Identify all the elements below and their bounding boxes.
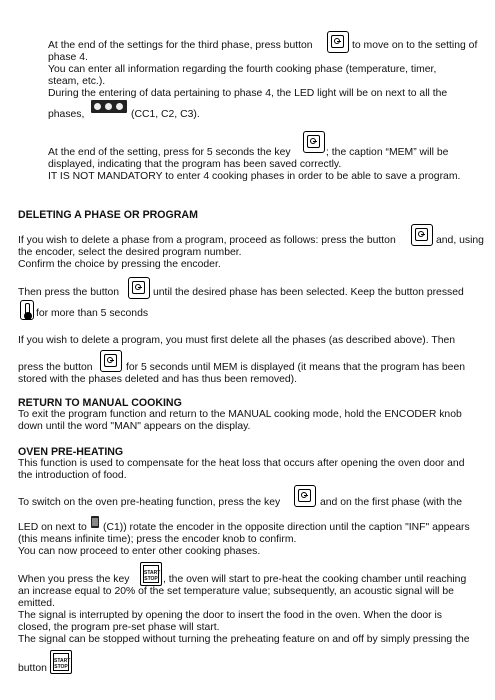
program-key-icon xyxy=(303,131,325,153)
preheat-line13: button xyxy=(18,663,47,674)
start-stop-icon: START STOP xyxy=(50,650,72,674)
preheat-line4b: (C1)) rotate the encoder in the opposite direction until the caption "INF" appears xyxy=(103,522,470,533)
preheat-line7a: When you press the key xyxy=(18,574,130,585)
thermometer-icon xyxy=(20,300,34,320)
preheat-line6: You can now proceed to enter other cooking phases. xyxy=(18,546,261,557)
program-key-icon xyxy=(411,224,433,246)
p1-line3: You can enter all information regarding the fourth cooking phase (temperature, timer, xyxy=(48,64,437,75)
delete-line4b: until the desired phase has been selected. Keep the button pressed xyxy=(153,287,464,298)
start-stop-icon: START STOP xyxy=(140,562,162,586)
p1-line1b: to move on to the setting of xyxy=(352,40,478,51)
preheat-line2: the introduction of food. xyxy=(18,470,127,481)
preheat-line9: emitted. xyxy=(18,598,55,609)
preheat-line12: The signal can be stopped without turning the preheating feature on and off by simply pressing the xyxy=(18,634,470,645)
delete-line7a: press the button xyxy=(18,362,93,373)
delete-line8: stored with the phases deleted and has thus been removed). xyxy=(18,374,297,385)
p2-line1b: ; the caption “MEM” will be xyxy=(326,147,449,158)
p1-line4: steam, etc.). xyxy=(48,76,106,87)
p2-line1a: At the end of the setting, press for 5 seconds the key xyxy=(48,147,291,158)
led-row-icon xyxy=(91,100,127,113)
preheat-line5: (this means infinite time); press the encoder knob to confirm. xyxy=(18,534,297,545)
p1-line6a: phases, xyxy=(48,109,85,120)
p1-line5: During the entering of data pertaining to phase 4, the LED light will be on next to all the xyxy=(48,88,448,99)
p2-line2: displayed, indicating that the program has been saved correctly. xyxy=(48,159,342,170)
program-key-icon xyxy=(100,350,122,372)
preheat-line8: an increase equal to 20% of the set temperature value; subsequently, an acoustic signal will be xyxy=(18,586,454,597)
preheat-line4a: LED on next to xyxy=(18,522,87,533)
program-key-icon xyxy=(327,31,349,53)
delete-line5: for more than 5 seconds xyxy=(36,308,149,319)
preheat-line10: The signal is interrupted by opening the door to insert the food in the oven. When the door is xyxy=(18,610,442,621)
delete-line1b: and, using xyxy=(436,235,484,246)
p1-line1a: At the end of the settings for the third phase, press button xyxy=(48,40,313,51)
p2-line3: IT IS NOT MANDATORY to enter 4 cooking phases in order to be able to save a program. xyxy=(48,171,461,182)
manual-line1: To exit the program function and return to the MANUAL cooking mode, hold the ENCODER knob xyxy=(18,409,462,420)
section-heading-preheat: OVEN PRE-HEATING xyxy=(18,446,124,458)
delete-line7b: for 5 seconds until MEM is displayed (it means that the program has been xyxy=(126,362,466,373)
delete-line2: the encoder, select the desired program number. xyxy=(18,247,242,258)
delete-line4a: Then press the button xyxy=(18,287,120,298)
program-key-icon xyxy=(294,485,316,507)
p1-line2: phase 4. xyxy=(48,52,88,63)
preheat-line11: closed, the program pre-set phase will start. xyxy=(18,622,220,633)
program-key-icon xyxy=(128,277,150,299)
preheat-line1: This function is used to compensate for the heat loss that occurs after opening the oven door and xyxy=(18,458,465,469)
section-heading-delete: DELETING A PHASE OR PROGRAM xyxy=(18,209,198,221)
p1-line6b: (CC1, C2, C3). xyxy=(131,109,200,120)
delete-line1a: If you wish to delete a phase from a program, proceed as follows: press the button xyxy=(18,235,396,246)
preheat-line7b: , the oven will start to pre-heat the cooking chamber until reaching xyxy=(163,574,467,585)
led-indicator-icon xyxy=(91,516,99,528)
manual-line2: down until the word "MAN" appears on the display. xyxy=(18,421,251,432)
delete-line6: If you wish to delete a program, you must first delete all the phases (as described above). Then xyxy=(18,335,456,346)
preheat-line3a: To switch on the oven pre-heating function, press the key xyxy=(18,497,281,508)
preheat-line3b: and on the first phase (with the xyxy=(320,497,463,508)
delete-line3: Confirm the choice by pressing the encoder. xyxy=(18,259,221,270)
section-heading-manual: RETURN TO MANUAL COOKING xyxy=(18,397,182,409)
